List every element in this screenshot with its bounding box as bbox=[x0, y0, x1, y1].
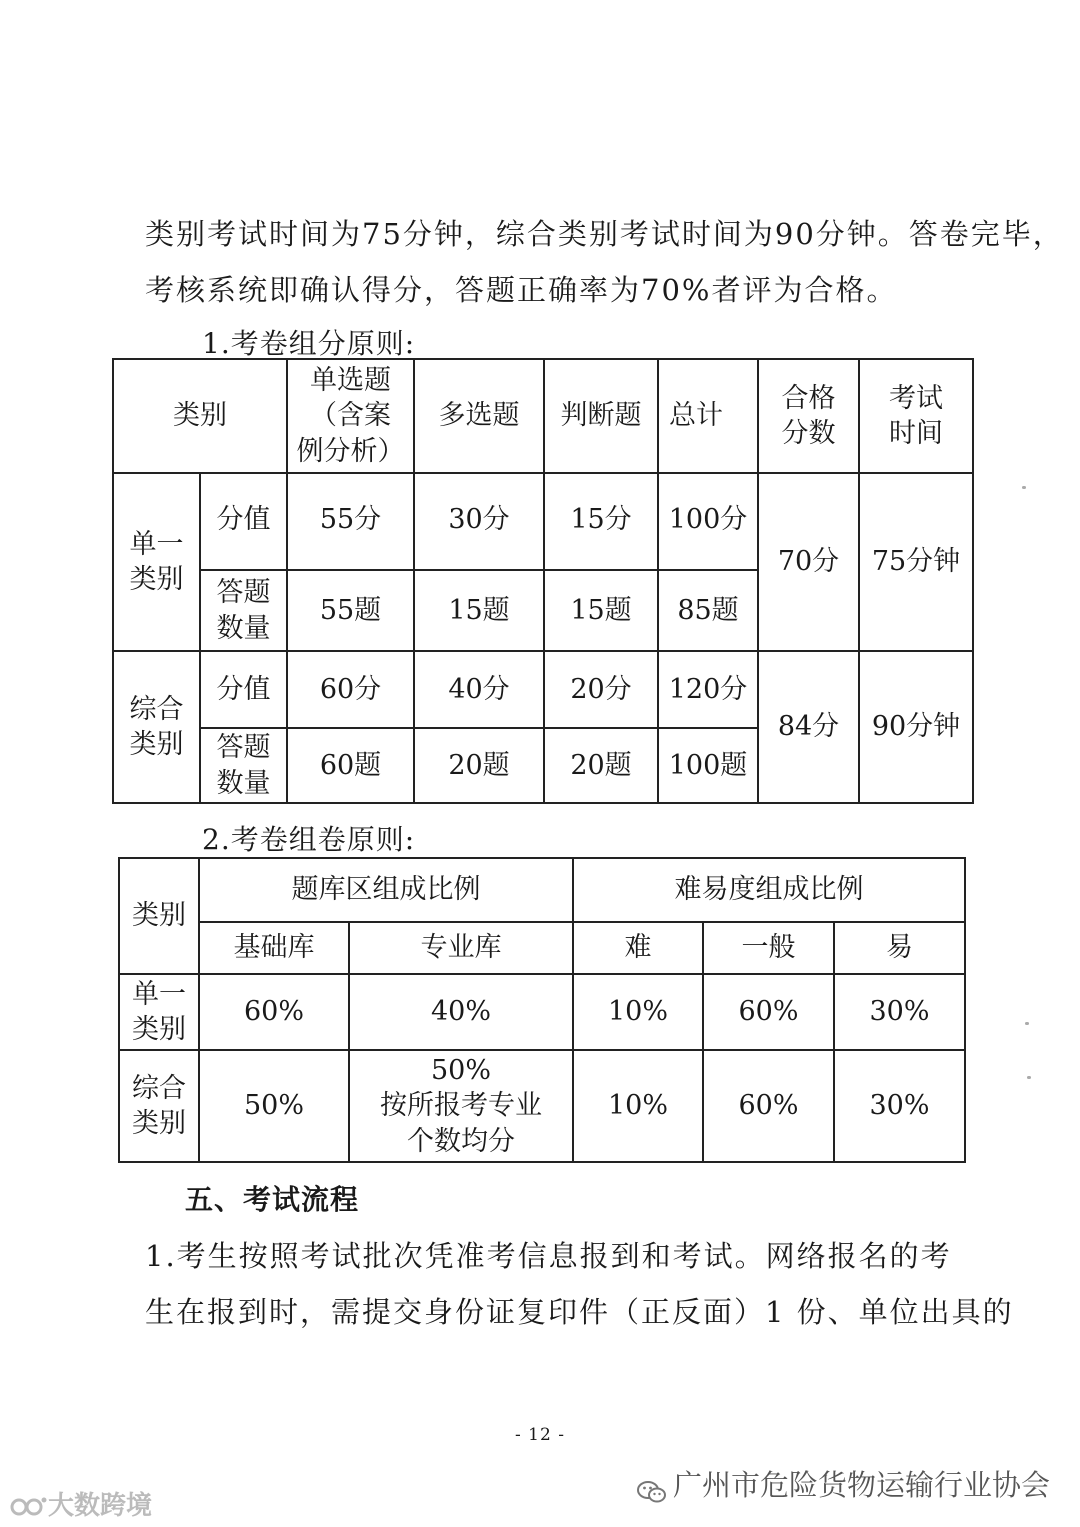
header-total: 总计 bbox=[658, 359, 758, 473]
table-cell: 60% bbox=[703, 1050, 834, 1162]
scan-speck bbox=[1027, 1076, 1031, 1079]
section-1-title: 1.考卷组分原则: bbox=[202, 327, 416, 360]
header-single-choice: 单选题 （含案 例分析） bbox=[287, 359, 414, 473]
header-multi-choice: 多选题 bbox=[414, 359, 544, 473]
group-label: 综合 类别 bbox=[113, 651, 200, 803]
intro-line-1: 类别考试时间为75分钟，综合类别考试时间为90分钟。答卷完毕， bbox=[145, 217, 1064, 251]
table-cell: 30分 bbox=[414, 473, 544, 570]
table-cell: 120分 bbox=[658, 651, 758, 728]
header-easy: 易 bbox=[834, 922, 965, 974]
exam-score-table bbox=[112, 358, 974, 804]
page-number: - 12 - bbox=[515, 1425, 565, 1445]
source-attribution bbox=[637, 1463, 1050, 1504]
exam-time-cell: 90分钟 bbox=[859, 651, 973, 803]
exam-time-cell: 75分钟 bbox=[859, 473, 973, 651]
header-category: 类别 bbox=[119, 858, 199, 974]
row-label: 答题 数量 bbox=[200, 728, 287, 803]
row-label: 单一 类别 bbox=[119, 974, 199, 1050]
table-cell: 15分 bbox=[544, 473, 658, 570]
pass-score-cell: 70分 bbox=[758, 473, 859, 651]
table-cell: 20题 bbox=[414, 728, 544, 803]
row-label: 综合 类别 bbox=[119, 1050, 199, 1162]
table-cell: 10% bbox=[573, 974, 703, 1050]
table-cell: 50% 按所报考专业 个数均分 bbox=[349, 1050, 573, 1162]
table1-header-row bbox=[113, 359, 973, 473]
table2-subheader-row bbox=[119, 922, 965, 974]
watermark-text: 大数跨境 bbox=[48, 1491, 153, 1521]
table-cell: 40分 bbox=[414, 651, 544, 728]
source-account-name: 广州市危险货物运输行业协会 bbox=[672, 1468, 1050, 1502]
table-cell: 60题 bbox=[287, 728, 414, 803]
watermark bbox=[10, 1485, 152, 1522]
exam-composition-table bbox=[118, 857, 966, 1163]
table-cell: 15题 bbox=[414, 570, 544, 651]
section-3-title: 五、考试流程 bbox=[185, 1183, 360, 1216]
header-category: 类别 bbox=[113, 359, 287, 473]
table2-header-row bbox=[119, 858, 965, 922]
row-label: 分值 bbox=[200, 651, 287, 728]
table-cell: 30% bbox=[834, 1050, 965, 1162]
table-cell: 20分 bbox=[544, 651, 658, 728]
table-cell: 100分 bbox=[658, 473, 758, 570]
header-bank-ratio: 题库区组成比例 bbox=[199, 858, 573, 922]
table-row bbox=[119, 974, 965, 1050]
table-cell: 15题 bbox=[544, 570, 658, 651]
table-cell: 60% bbox=[199, 974, 349, 1050]
process-line-2: 生在报到时，需提交身份证复印件（正反面）1 份、单位出具的 bbox=[145, 1295, 1014, 1329]
process-line-1: 1.考生按照考试批次凭准考信息报到和考试。网络报名的考 bbox=[145, 1239, 952, 1273]
table-cell: 10% bbox=[573, 1050, 703, 1162]
table-row bbox=[119, 1050, 965, 1162]
table-cell: 85题 bbox=[658, 570, 758, 651]
table-cell: 60分 bbox=[287, 651, 414, 728]
header-pass-score: 合格 分数 bbox=[758, 359, 859, 473]
table-cell: 30% bbox=[834, 974, 965, 1050]
header-exam-time: 考试 时间 bbox=[859, 359, 973, 473]
table-cell: 100题 bbox=[658, 728, 758, 803]
header-specialty-bank: 专业库 bbox=[349, 922, 573, 974]
header-hard: 难 bbox=[573, 922, 703, 974]
table-cell: 60% bbox=[703, 974, 834, 1050]
table-row bbox=[113, 473, 973, 570]
scan-speck bbox=[1022, 486, 1026, 489]
group-label: 单一 类别 bbox=[113, 473, 200, 651]
row-label: 答题 数量 bbox=[200, 570, 287, 651]
section-2-title: 2.考卷组卷原则: bbox=[202, 823, 416, 856]
pass-score-cell: 84分 bbox=[758, 651, 859, 803]
header-basic-bank: 基础库 bbox=[199, 922, 349, 974]
table-cell: 55题 bbox=[287, 570, 414, 651]
header-true-false: 判断题 bbox=[544, 359, 658, 473]
intro-line-2: 考核系统即确认得分，答题正确率为70%者评为合格。 bbox=[145, 273, 898, 307]
scan-speck bbox=[1025, 1022, 1029, 1025]
table-cell: 50% bbox=[199, 1050, 349, 1162]
table-cell: 55分 bbox=[287, 473, 414, 570]
table-cell: 20题 bbox=[544, 728, 658, 803]
wechat-icon bbox=[637, 1476, 667, 1498]
row-label: 分值 bbox=[200, 473, 287, 570]
header-medium: 一般 bbox=[703, 922, 834, 974]
table-cell: 40% bbox=[349, 974, 573, 1050]
table-row bbox=[113, 651, 973, 728]
brand-logo-icon bbox=[10, 1495, 48, 1519]
header-difficulty-ratio: 难易度组成比例 bbox=[573, 858, 965, 922]
